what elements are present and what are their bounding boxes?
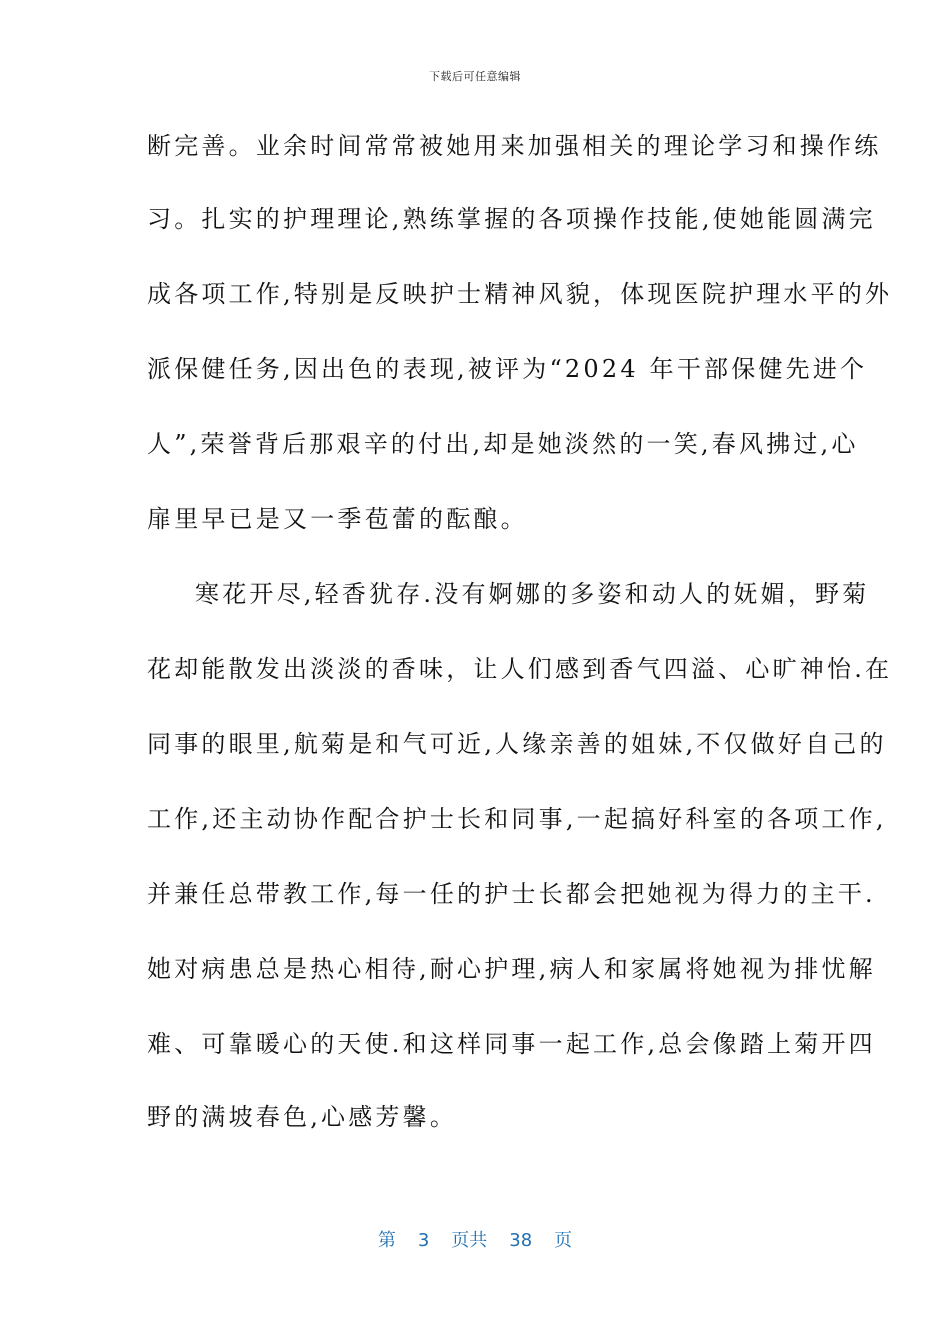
total-pages-number: 38 — [509, 1230, 533, 1251]
text-line: 习。扎实的护理理论,熟练掌握的各项操作技能,使她能圆满完 — [147, 205, 876, 233]
text-line: 并兼任总带教工作,每一任的护士长都会把她视为得力的主干. — [147, 880, 876, 908]
text-line: 野的满坡春色,心感芳馨。 — [147, 1103, 458, 1131]
footer-suffix: 页 — [554, 1230, 573, 1251]
text-line: 工作,还主动协作配合护士长和同事,一起搞好科室的各项工作, — [147, 805, 887, 833]
footer-prefix: 第 — [377, 1230, 396, 1251]
text-line: 成各项工作,特别是反映护士精神风貌，体现医院护理水平的外 — [147, 280, 893, 308]
text-line: 断完善。业余时间常常被她用来加强相关的理论学习和操作练 — [147, 132, 882, 160]
footer-middle: 页共 — [451, 1230, 488, 1251]
page-footer — [0, 1226, 950, 1252]
text-line: 她对病患总是热心相待,耐心护理,病人和家属将她视为排忧解 — [147, 955, 876, 983]
text-line: 花却能散发出淡淡的香味，让人们感到香气四溢、心旷神怡.在 — [147, 655, 893, 683]
download-note: 下载后可任意编辑 — [429, 70, 521, 83]
text-line: 同事的眼里,航菊是和气可近,人缘亲善的姐妹,不仅做好自己的 — [147, 730, 887, 758]
text-line: 人”,荣誉背后那艰辛的付出,却是她淡然的一笑,春风拂过,心 — [147, 430, 859, 458]
text-line: 扉里早已是又一季苞蕾的酝酿。 — [147, 505, 528, 533]
text-line: 派保健任务,因出色的表现,被评为“2024 年干部保健先进个 — [147, 355, 868, 383]
text-line: 难、可靠暖心的天使.和这样同事一起工作,总会像踏上菊开四 — [147, 1030, 876, 1058]
current-page-number: 3 — [417, 1230, 430, 1251]
paragraph-first-line: 寒花开尽,轻香犹存.没有婀娜的多姿和动人的妩媚，野菊 — [195, 580, 870, 608]
